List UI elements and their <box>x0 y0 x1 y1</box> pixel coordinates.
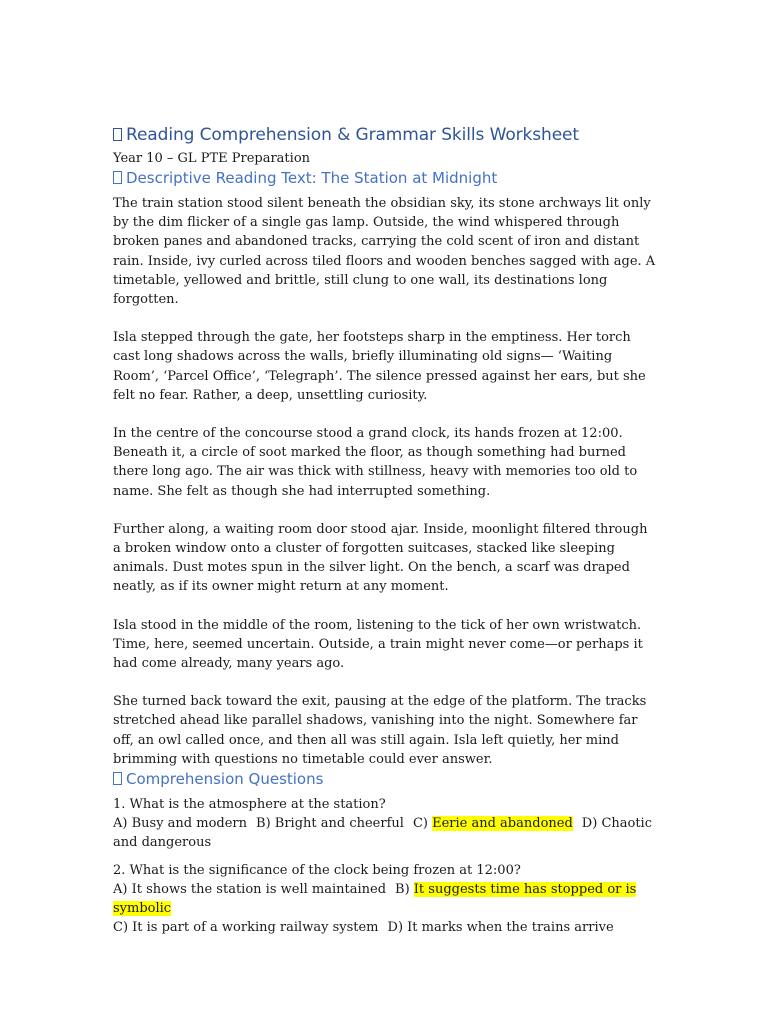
option-d: D) Chaotic and dangerous <box>113 816 652 851</box>
missing-glyph-icon <box>113 772 122 785</box>
answer-options <box>113 918 658 937</box>
reading-text <box>113 194 658 769</box>
worksheet-title: Reading Comprehension & Grammar Skills Worksheet <box>113 124 658 146</box>
question-2 <box>113 861 658 938</box>
option-a: A) Busy and modern <box>113 816 248 832</box>
option-d: D) It marks when the trains arrive <box>387 920 614 936</box>
question-text: 2. What is the significance of the clock being frozen at 12:00? <box>113 862 521 878</box>
reading-text-heading: Descriptive Reading Text: The Station at Midnight <box>113 168 658 188</box>
paragraph: The train station stood silent beneath the obsidian sky, its stone archways lit only by the dim flicker of a single gas lamp. Outside, the wind whispered through broken panes and abandoned tracks, carrying the cold scent of iron and distant rain. Inside, ivy curled across tiled floors and wooden benches sagged with age. A timetable, yellowed and brittle, still clung to one wall, its destinations long forgotten. <box>113 196 656 308</box>
option-a: A) It shows the station is well maintained <box>113 881 387 897</box>
worksheet-page <box>113 124 658 938</box>
questions-heading: Comprehension Questions <box>113 769 658 789</box>
answer-options <box>113 814 658 852</box>
missing-glyph-icon <box>113 171 122 184</box>
highlighted-answer: It suggests time has stopped or is symbolic <box>113 881 637 917</box>
option-c: C) It is part of a working railway system <box>113 920 379 936</box>
question-text: 1. What is the atmosphere at the station? <box>113 797 386 813</box>
worksheet-subtitle: Year 10 – GL PTE Preparation <box>113 151 311 166</box>
paragraph: She turned back toward the exit, pausing at the edge of the platform. The tracks stretched ahead like parallel shadows, vanishing into the night. Somewhere far off, an owl called once, and then all was still again. Isla left quietly, her mind brimming with questions no timetable could ever answer. <box>113 694 647 767</box>
answer-options <box>113 880 658 918</box>
paragraph: In the centre of the concourse stood a grand clock, its hands frozen at 12:00. Beneath it, a circle of soot marked the floor, as though something had burned there long ago. The air was thick with stillness, heavy with memories too old to name. She felt as though she had interrupted something. <box>113 426 638 499</box>
option-c: C) Eerie and abandoned <box>412 816 573 832</box>
highlighted-answer: Eerie and abandoned <box>432 816 573 832</box>
paragraph: Further along, a waiting room door stood ajar. Inside, moonlight filtered through a broken window onto a cluster of forgotten suitcases, stacked like sleeping animals. Dust motes spun in the silver light. On the bench, a scarf was draped neatly, as if its owner might return at any moment. <box>113 521 648 595</box>
paragraph: Isla stood in the middle of the room, listening to the tick of her own wristwatch. Time, here, seemed uncertain. Outside, a train might never come—or perhaps it had come already, many years ago. <box>113 617 643 672</box>
question-1 <box>113 795 658 853</box>
option-b: B) It suggests time has stopped or is symbolic <box>113 881 637 917</box>
paragraph: Isla stepped through the gate, her footsteps sharp in the emptiness. Her torch cast long shadows across the walls, briefly illuminating old signs— ‘Waiting Room’, ‘Parcel Office’, ‘Telegraph’. The silence pressed against her ears, but she felt no fear. Rather, a deep, unsettling curiosity. <box>113 330 646 403</box>
option-b: B) Bright and cheerful <box>256 816 404 832</box>
missing-glyph-icon <box>113 128 122 141</box>
